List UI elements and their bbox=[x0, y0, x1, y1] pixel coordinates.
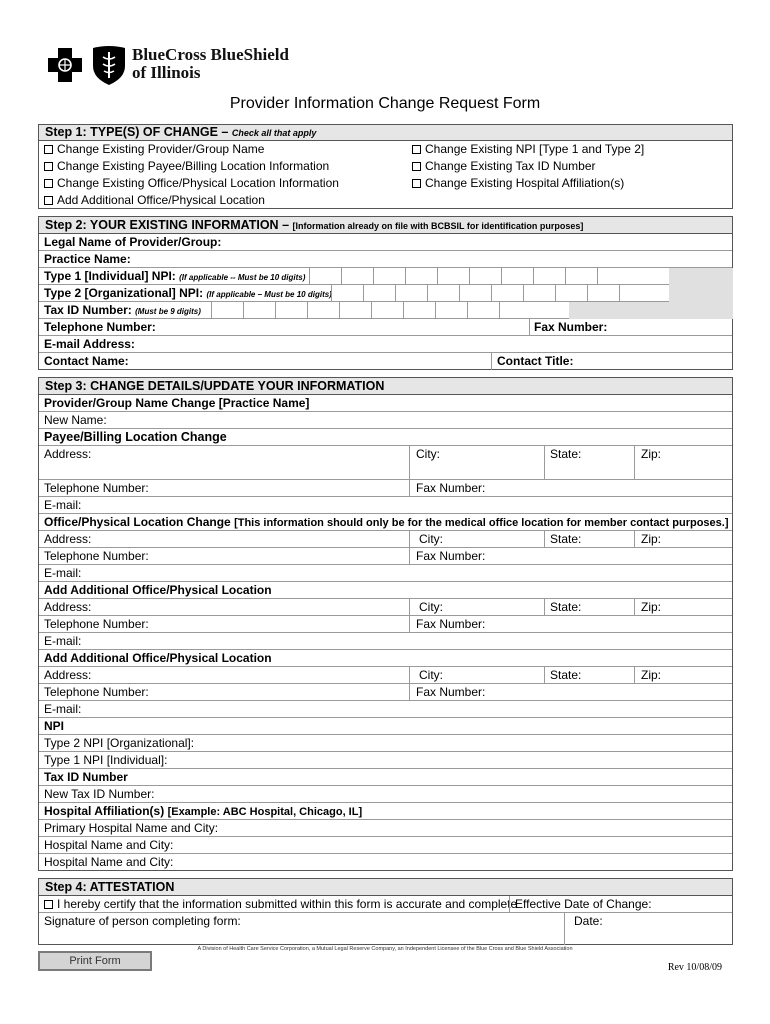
type2-npi-new-field[interactable]: Type 2 NPI [Organizational]: bbox=[39, 735, 732, 752]
blue-cross-icon bbox=[44, 44, 86, 86]
email-field[interactable]: E-mail Address: bbox=[39, 336, 732, 353]
add-office-2-heading: Add Additional Office/Physical Location bbox=[39, 650, 732, 667]
tax-id-digit-boxes[interactable] bbox=[211, 302, 531, 319]
new-tax-id-field[interactable]: New Tax ID Number: bbox=[39, 786, 732, 803]
print-form-button[interactable]: Print Form bbox=[38, 951, 152, 971]
payee-city-field[interactable]: City: bbox=[416, 447, 440, 461]
payee-email-field[interactable]: E-mail: bbox=[39, 497, 732, 514]
checkbox[interactable] bbox=[44, 145, 53, 154]
option-change-hospital[interactable]: Change Existing Hospital Affiliation(s) bbox=[412, 175, 624, 192]
contact-title-field[interactable]: Contact Title: bbox=[497, 354, 574, 368]
payee-telephone-field[interactable]: Telephone Number: Fax Number: bbox=[39, 480, 732, 497]
add-office-1-heading: Add Additional Office/Physical Location bbox=[39, 582, 732, 599]
add-office-2-city-field[interactable]: City: bbox=[419, 668, 443, 682]
tax-id-field[interactable]: Tax ID Number: (Must be 9 digits) bbox=[39, 302, 732, 319]
checkbox[interactable] bbox=[412, 145, 421, 154]
step2-section bbox=[38, 216, 733, 370]
type2-npi-field[interactable]: Type 2 [Organizational] NPI: (If applicable – Must be 10 digits) bbox=[39, 285, 732, 302]
add-office-1-address-field[interactable]: Address: City: State: Zip: bbox=[39, 599, 732, 616]
page-title: Provider Information Change Request Form bbox=[229, 95, 541, 112]
primary-hospital-field[interactable]: Primary Hospital Name and City: bbox=[39, 820, 732, 837]
office-fax-field[interactable]: Fax Number: bbox=[416, 549, 486, 563]
add-office-1-zip-field[interactable]: Zip: bbox=[641, 600, 662, 614]
certify-checkbox[interactable] bbox=[44, 900, 53, 909]
add-office-2-fax-field[interactable]: Fax Number: bbox=[416, 685, 486, 699]
payee-change-heading: Payee/Billing Location Change bbox=[39, 429, 732, 446]
add-office-1-city-field[interactable]: City: bbox=[419, 600, 443, 614]
add-office-1-fax-field[interactable]: Fax Number: bbox=[416, 617, 486, 631]
add-office-1-email-field[interactable]: E-mail: bbox=[39, 633, 732, 650]
option-change-payee-billing[interactable]: Change Existing Payee/Billing Location Information bbox=[44, 158, 329, 175]
checkbox[interactable] bbox=[412, 162, 421, 171]
revision-label: Rev 10/08/09 bbox=[667, 962, 722, 973]
add-office-2-state-field[interactable]: State: bbox=[550, 668, 582, 682]
option-change-tax-id[interactable]: Change Existing Tax ID Number bbox=[412, 158, 596, 175]
add-office-2-email-field[interactable]: E-mail: bbox=[39, 701, 732, 718]
practice-name-field[interactable]: Practice Name: bbox=[39, 251, 732, 268]
office-zip-field[interactable]: Zip: bbox=[641, 532, 662, 546]
type1-npi-digit-boxes[interactable] bbox=[309, 268, 629, 285]
type1-npi-field[interactable]: Type 1 [Individual] NPI: (If applicable -- Must be 10 digits) bbox=[39, 268, 732, 285]
step3-section bbox=[38, 377, 733, 871]
checkbox[interactable] bbox=[44, 196, 53, 205]
logo-line2: of Illinois bbox=[132, 63, 201, 82]
office-telephone-field[interactable]: Telephone Number: Fax Number: bbox=[39, 548, 732, 565]
effective-date-field[interactable]: Effective Date of Change: bbox=[515, 897, 652, 911]
option-change-office-location[interactable]: Change Existing Office/Physical Location Information bbox=[44, 175, 339, 192]
step4-section bbox=[38, 878, 733, 945]
fax-field[interactable]: Fax Number: bbox=[534, 320, 608, 334]
option-add-office-location[interactable]: Add Additional Office/Physical Location bbox=[44, 192, 265, 209]
footer-text: A Division of Health Care Service Corporation, a Mutual Legal Reserve Company, an Independent Licensee of the Blue Cross and Blue Shield Association bbox=[197, 946, 573, 952]
provider-name-change-heading: Provider/Group Name Change [Practice Name] bbox=[39, 395, 732, 412]
add-office-2-address-field[interactable]: Address: City: State: Zip: bbox=[39, 667, 732, 684]
hospital-2-field[interactable]: Hospital Name and City: bbox=[39, 837, 732, 854]
add-office-1-telephone-field[interactable]: Telephone Number: Fax Number: bbox=[39, 616, 732, 633]
checkbox[interactable] bbox=[44, 162, 53, 171]
logo bbox=[44, 44, 294, 88]
blue-shield-icon bbox=[90, 44, 128, 86]
add-office-1-state-field[interactable]: State: bbox=[550, 600, 582, 614]
hospital-3-field[interactable]: Hospital Name and City: bbox=[44, 855, 174, 869]
option-change-npi[interactable]: Change Existing NPI [Type 1 and Type 2] bbox=[412, 141, 644, 158]
telephone-field[interactable]: Telephone Number: Fax Number: bbox=[39, 319, 732, 336]
new-name-field[interactable]: New Name: bbox=[39, 412, 732, 429]
npi-heading: NPI bbox=[39, 718, 732, 735]
payee-fax-field[interactable]: Fax Number: bbox=[416, 481, 486, 495]
hospital-heading: Hospital Affiliation(s) [Example: ABC Hospital, Chicago, IL] bbox=[39, 803, 732, 820]
add-office-2-telephone-field[interactable]: Telephone Number: Fax Number: bbox=[39, 684, 732, 701]
step1-section bbox=[38, 124, 733, 209]
step3-header: Step 3: CHANGE DETAILS/UPDATE YOUR INFORMATION bbox=[39, 378, 732, 395]
office-email-field[interactable]: E-mail: bbox=[39, 565, 732, 582]
date-field[interactable]: Date: bbox=[574, 914, 603, 928]
contact-name-field[interactable]: Contact Name: Contact Title: bbox=[44, 354, 574, 368]
payee-address-field[interactable]: Address: City: State: Zip: bbox=[39, 446, 732, 480]
office-city-field[interactable]: City: bbox=[419, 532, 443, 546]
legal-name-field[interactable]: Legal Name of Provider/Group: bbox=[39, 234, 732, 251]
type1-npi-new-field[interactable]: Type 1 NPI [Individual]: bbox=[39, 752, 732, 769]
office-change-heading: Office/Physical Location Change [This information should only be for the medical office location for member contact purposes.] bbox=[39, 514, 732, 531]
signature-field[interactable]: Signature of person completing form: Date: bbox=[39, 913, 732, 930]
logo-line1: BlueCross BlueShield bbox=[132, 45, 289, 64]
certify-row: I hereby certify that the information submitted within this form is accurate and complete Effective Date of Change: bbox=[39, 896, 732, 913]
payee-state-field[interactable]: State: bbox=[550, 447, 582, 461]
office-address-field[interactable]: Address: City: State: Zip: bbox=[39, 531, 732, 548]
step4-header: Step 4: ATTESTATION bbox=[39, 879, 732, 896]
tax-id-heading: Tax ID Number bbox=[39, 769, 732, 786]
step1-header: Step 1: TYPE(S) OF CHANGE – Check all that apply bbox=[39, 125, 732, 141]
checkbox[interactable] bbox=[412, 179, 421, 188]
type2-npi-digit-boxes[interactable] bbox=[331, 285, 651, 302]
option-change-provider-name[interactable]: Change Existing Provider/Group Name bbox=[44, 141, 264, 158]
payee-zip-field[interactable]: Zip: bbox=[641, 447, 662, 461]
checkbox[interactable] bbox=[44, 179, 53, 188]
add-office-2-zip-field[interactable]: Zip: bbox=[641, 668, 662, 682]
office-state-field[interactable]: State: bbox=[550, 532, 582, 546]
step2-header: Step 2: YOUR EXISTING INFORMATION – [Information already on file with BCBSIL for identification purposes] bbox=[39, 217, 732, 234]
